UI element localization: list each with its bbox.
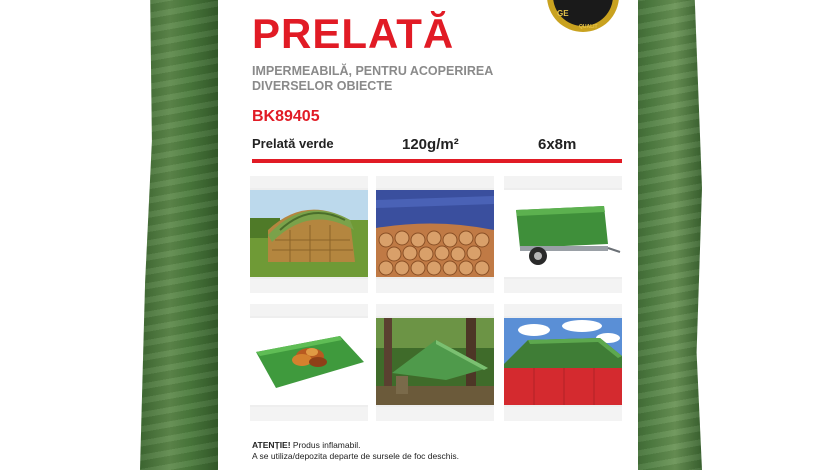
seal-text-side: QUALIT (579, 24, 598, 30)
usage-tile-trailer (504, 176, 622, 293)
leaves-on-tarp-icon (250, 318, 368, 405)
spec-row (252, 136, 622, 156)
tarp-fold-left (140, 0, 225, 470)
spec-weight: 120g/m² (402, 136, 459, 153)
warning-text-2: A se utiliza/depozita departe de sursele de foc deschis. (252, 451, 459, 461)
usage-tile-hay (250, 176, 368, 293)
warning-text (252, 440, 459, 462)
truck-cover-icon (504, 318, 622, 405)
subtitle-line-1: IMPERMEABILĂ, PENTRU ACOPERIREA (252, 64, 494, 78)
product-label-panel (218, 0, 638, 470)
warning-label: ATENȚIE! (252, 440, 291, 450)
product-code: BK89405 (252, 108, 320, 125)
trailer-covered-icon (504, 190, 622, 277)
spec-name: Prelată verde (252, 136, 334, 151)
divider-line (252, 159, 622, 163)
quality-seal-icon (543, 0, 621, 34)
seal-text-top: GE (557, 9, 569, 18)
product-title: PRELATĂ (252, 10, 455, 57)
spec-size: 6x8m (538, 136, 577, 153)
camping-tarp-icon (376, 318, 494, 405)
hay-bales-covered-icon (250, 190, 368, 277)
subtitle-line-2: DIVERSELOR OBIECTE (252, 79, 393, 93)
product-subtitle (252, 64, 582, 94)
usage-tile-camping (376, 304, 494, 421)
warning-text-1: Produs inflamabil. (290, 440, 361, 450)
firewood-covered-icon (376, 190, 494, 277)
usage-tile-leaves (250, 304, 368, 421)
usage-tile-firewood (376, 176, 494, 293)
usage-tile-truck (504, 304, 622, 421)
